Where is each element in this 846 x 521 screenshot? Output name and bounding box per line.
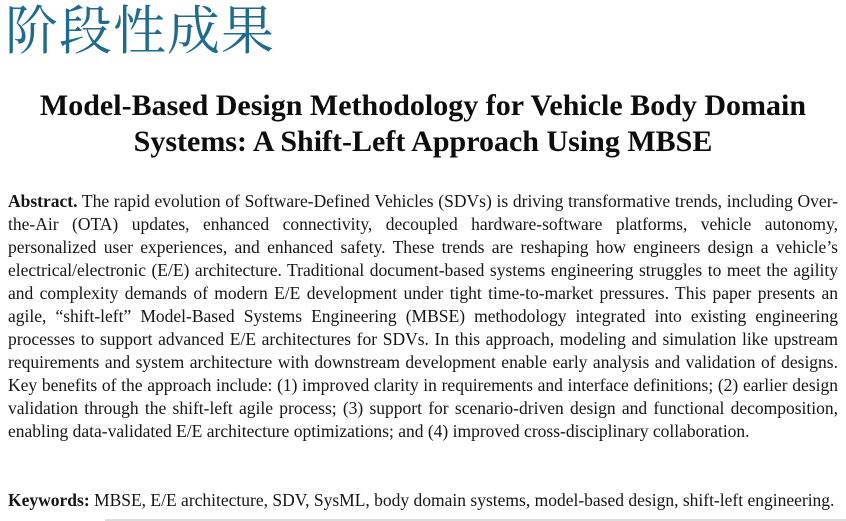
keywords-text: MBSE, E/E architecture, SDV, SysML, body domain systems, model-based design, shift-left engineering. — [94, 489, 835, 510]
paper-title-line-2: Systems: A Shift-Left Approach Using MBSE — [133, 125, 713, 158]
paper-title — [0, 88, 846, 160]
section-heading: 阶段性成果 — [5, 2, 275, 61]
keywords-label: Keywords: — [8, 489, 90, 510]
keywords-paragraph — [8, 489, 838, 512]
abstract-text: The rapid evolution of Software-Defined Vehicles (SDVs) is driving transformative trends, including Over-the-Air (OTA) updates, enhanced connectivity, decoupled hardware-software platforms, vehicle autonomy, personalized user experiences, and enhanced safety. These trends are reshaping how engineers design a vehicle’s electrical/electronic (E/E) architecture. Traditional document-based systems engineering struggles to meet the agility and complexity demands of modern E/E development under tight time-to-market pressures. This paper presents an agile, “shift-left” Model-Based Systems Engineering (MBSE) methodology integrated into existing engineering processes to support advanced E/E architectures for SDVs. In this approach, modeling and simulation like upstream requirements and system architecture with downstream development enable early analysis and validation of designs. Key benefits of the approach include: (1) improved clarity in requirements and interface definitions; (2) earlier design validation through the shift-left agile process; (3) support for scenario-driven design and functional decomposition, enabling data-validated E/E architecture optimizations; and (4) improved cross-disciplinary collaboration. — [8, 190, 838, 441]
abstract-label: Abstract. — [8, 190, 78, 211]
abstract-paragraph — [8, 190, 838, 443]
paper-title-line-1: Model-Based Design Methodology for Vehicle Body Domain — [39, 89, 807, 122]
